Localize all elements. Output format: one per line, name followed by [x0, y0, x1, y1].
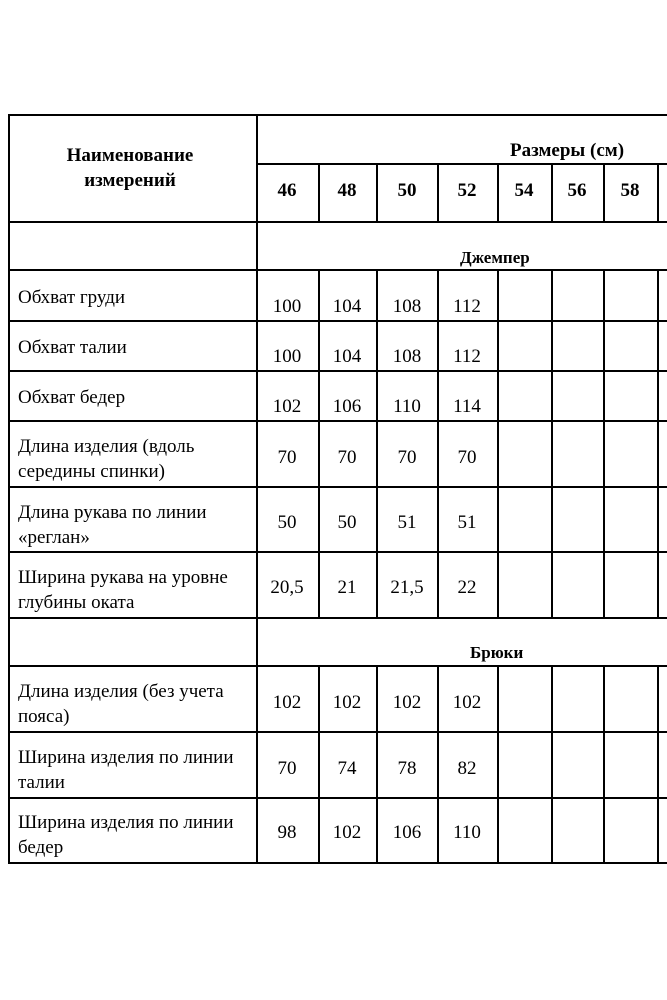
- size-header-48: 48: [337, 180, 357, 201]
- column-line: [603, 270, 605, 618]
- cell-value: 21: [337, 577, 357, 598]
- cell-value: 50: [277, 512, 297, 533]
- size-header-58: 58: [620, 180, 640, 201]
- column-line: [551, 666, 553, 863]
- row-line: [8, 320, 667, 322]
- cell-value: 104: [332, 346, 362, 367]
- cell-value: 104: [332, 296, 362, 317]
- row-label: Ширина рукава на уровне глубины оката: [18, 567, 228, 613]
- cell-value: 106: [392, 822, 422, 843]
- column-line: [497, 666, 499, 863]
- cell-value: 50: [337, 512, 357, 533]
- row-label: Длина изделия (без учета пояса): [18, 681, 224, 727]
- row-line: [8, 370, 667, 372]
- row-line: [8, 731, 667, 733]
- cell-value: 102: [452, 692, 482, 713]
- table-border-left: [8, 115, 10, 863]
- column-line: [497, 270, 499, 618]
- row-line: [256, 163, 667, 165]
- column-line: [603, 666, 605, 863]
- row-label: Обхват талии: [18, 337, 127, 358]
- cell-value: 100: [272, 346, 302, 367]
- column-line: [437, 270, 439, 618]
- cell-value: 70: [337, 447, 357, 468]
- cell-value: 70: [457, 447, 477, 468]
- measurement-name-header: Наименование измерений: [66, 145, 194, 191]
- cell-value: 20,5: [270, 577, 304, 598]
- cell-value: 21,5: [390, 577, 424, 598]
- cell-value: 78: [397, 758, 417, 779]
- cell-value: 102: [272, 396, 302, 417]
- column-line: [657, 270, 659, 618]
- row-label: Ширина изделия по линии талии: [18, 747, 234, 793]
- row-label: Обхват груди: [18, 287, 126, 308]
- section-title-trousers: Брюки: [470, 643, 524, 662]
- cell-value: 51: [397, 512, 417, 533]
- column-line: [318, 270, 320, 618]
- cell-value: 51: [457, 512, 477, 533]
- row-label: Обхват бедер: [18, 387, 126, 408]
- row-label: Ширина изделия по линии бедер: [18, 812, 234, 858]
- sizes-title: Размеры (см): [510, 140, 625, 161]
- cell-value: 112: [453, 296, 481, 317]
- row-label: Длина изделия (вдоль середины спинки): [18, 436, 195, 482]
- cell-value: 102: [332, 822, 362, 843]
- column-line: [657, 666, 659, 863]
- row-line: [8, 617, 667, 619]
- column-line: [551, 270, 553, 618]
- cell-value: 100: [272, 296, 302, 317]
- cell-value: 108: [392, 346, 422, 367]
- cell-value: 70: [277, 447, 297, 468]
- section-title-jumper: Джемпер: [460, 248, 530, 267]
- cell-value: 110: [453, 822, 481, 843]
- cell-value: 98: [277, 822, 297, 843]
- row-line: [8, 665, 667, 667]
- cell-value: 108: [392, 296, 422, 317]
- cell-value: 22: [457, 577, 477, 598]
- row-line: [8, 269, 667, 271]
- cell-value: 102: [332, 692, 362, 713]
- cell-value: 102: [272, 692, 302, 713]
- row-line: [8, 221, 667, 223]
- cell-value: 70: [397, 447, 417, 468]
- row-line: [8, 420, 667, 422]
- size-header-46: 46: [277, 180, 297, 201]
- row-line: [8, 486, 667, 488]
- cell-value: 82: [457, 758, 477, 779]
- column-line: [376, 270, 378, 618]
- row-line: [8, 797, 667, 799]
- row-line: [8, 114, 667, 116]
- cell-value: 106: [332, 396, 362, 417]
- cell-value: 74: [337, 758, 357, 779]
- size-header-56: 56: [567, 180, 587, 201]
- cell-value: 102: [392, 692, 422, 713]
- cell-value: 114: [453, 396, 481, 417]
- size-header-54: 54: [514, 180, 534, 201]
- cell-value: 70: [277, 758, 297, 779]
- cell-value: 112: [453, 346, 481, 367]
- size-header-52: 52: [457, 180, 477, 201]
- row-line: [8, 862, 667, 864]
- row-label: Длина рукава по линии «реглан»: [18, 502, 207, 548]
- column-line: [256, 115, 258, 863]
- row-line: [8, 551, 667, 553]
- cell-value: 110: [393, 396, 421, 417]
- size-header-50: 50: [397, 180, 417, 201]
